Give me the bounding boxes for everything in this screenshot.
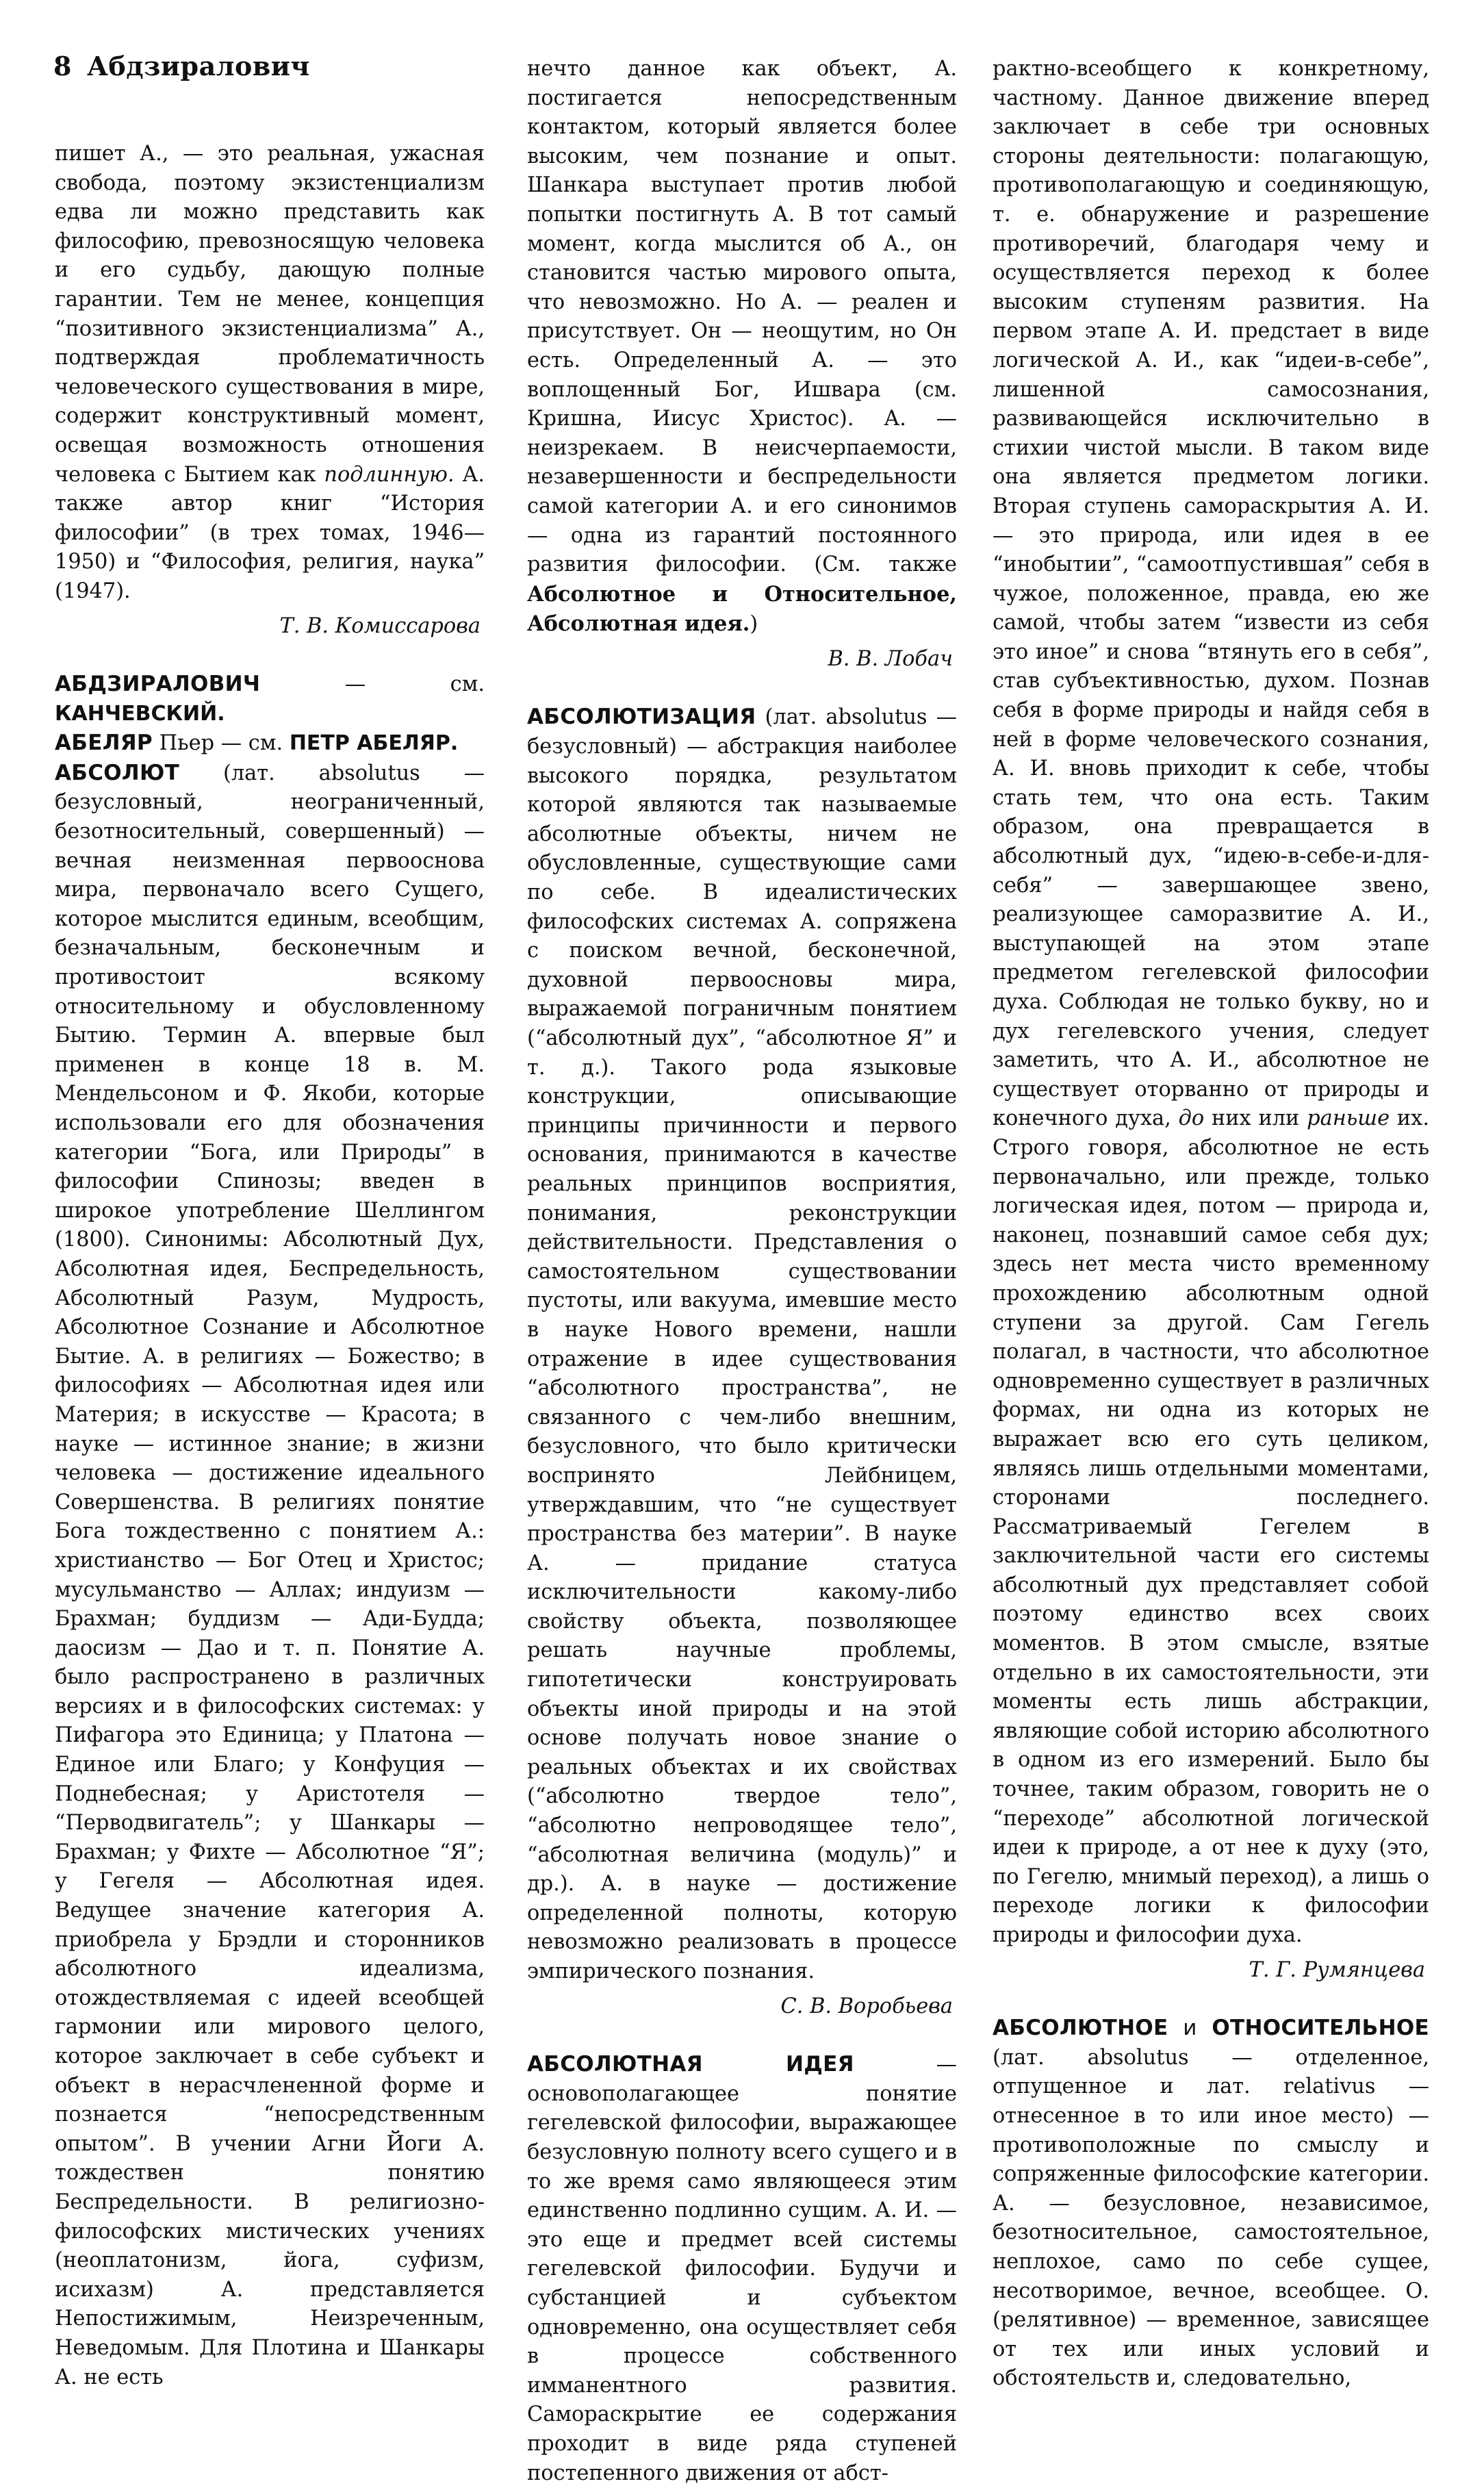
author-signature: Т. Г. Румянцева — [1249, 1957, 1425, 1982]
entry-abdziralovich: АБДЗИРАЛОВИЧ — см. КАНЧЕВСКИЙ. — [55, 672, 485, 726]
article-continuation: нечто данное как объект, А. постигается непосредственным контактом, который является более высоким, чем познание и опыт. Шанкара выступает против любой попытки постигнуть А. В тот самый момент, когда мыслится об А., он становится частью мирового опыта, что невозможно. Но А. — реален и присутствует. Он — неощутим, но Он есть. Определенный А. — это воплощенный Бог, Ишвара (см. Кришна, Иисус Христос). А. — неизрекаем. В неисчерпаемости, незавершенности и беспредельности самой категории А. и его синонимов — одна из гарантий постоянного развития философии. (См. также Абсолютное и Относительное, Абсолютная идея.) — [527, 57, 957, 637]
entry-absolyut: АБСОЛЮТ (лат. absolutus — безусловный, неограниченный, безотносительный, совершенный) — вечная неизменная первооснова мира, первоначало всего Сущего, которое мыслится единым, всеобщим, безначальным, бесконечным и противостоит всякому относительному и обусловленному Бытию. Термин А. впервые был применен в конце 18 в. М. Мендельсоном и Ф. Якоби, которые использовали его для обозначения категории “Бога, или Природы” в философии Спинозы; введен в широкое употребление Шеллингом (1800). Синонимы: Абсолютный Дух, Абсолютная идея, Беспредельность, Абсолютный Разум, Мудрость, Абсолютное Сознание и Абсолютное Бытие. А. в религиях — Божество; в философиях — Абсолютная идея или Материя; в искусстве — Красота; в науке — истинное знание; в жизни человека — достижение идеального Совершенства. В религиях понятие Бога тождественно с понятием А.: христианство — Бог Отец и Христос; мусульманство — Аллах; индуизм — Брахман; буддизм — Ади-Будда; даосизм — Дао и т. п. Понятие А. было распространено в различных версиях и в философских системах: у Пифагора это Единица; у Платона — Единое или Благо; у Конфуция — Поднебесная; у Аристотеля — “Перводвигатель”; у Шанкары — Брахман; у Фихте — Абсолютное “Я”; у Гегеля — Абсолютная идея. Ведущее значение категория А. приобрела у Брэдли и сторонников абсолютного идеализма, отождествляемая с идеей всеобщей гармонии или мирового целого, которое заключает в себе субъект и объект в нерасчлененной форме и познается “непосредственным опытом”. В учении Агни Йоги А. тождествен понятию Беспредельности. В религиозно-философских мистических учениях (неоплатонизм, йога, суфизм, исихазм) А. представляется Непостижимым, Неизреченным, Неведомым. Для Плотина и Шанкары А. не есть — [55, 760, 485, 2389]
article-continuation: рактно-всеобщего к конкретному, частному. Данное движение вперед заключает в себе три основных стороны деятельности: полагающую, противополагающую и соединяющую, т. е. обнаружение и разрешение противоречий, благодаря чему и осуществляется переход к более высоким ступеням развития. На первом этапе А. И. предстает в виде логической А. И., как “идеи-в-себе”, лишенной самосознания, развивающейся исключительно в стихии чистой мысли. В таком виде она является предметом логики. Вторая ступень самораскрытия А. И. — это природа, или идея в ее “инобытии”, “самоотпустившая” себя в чужое, положенное, правда, ею же самой, чтобы затем “извести из себя это иное” и снова “втянуть его в себя”, став субъективностью, духом. Познав себя в форме природы и найдя себя в ней в форме человеческого сознания, А. И. вновь приходит к себе, чтобы стать тем, что она есть. Таким образом, она превращается в абсолютный дух, “идею-в-себе-и-для-себя” — завершающее звено, реализующее саморазвитие А. И., выступающей на этом этапе предметом гегелевской философии духа. Соблюдая не только букву, но и дух гегелевского учения, следует заметить, что А. И., абсолютное не существует оторванно от природы и конечного духа, до них или раньше их. Строго говоря, абсолютное не есть первоначально, или прежде, только логическая идея, потом — природа и, наконец, познавший самое себя дух; здесь нет места чисто временному прохождению абсолютным одной ступени за другой. Сам Гегель полагал, в частности, что абсолютное одновременно существует в различных формах, ни одна из которых не выражает всю его суть целиком, являясь лишь отдельными моментами, сторонами последнего. Рассматриваемый Гегелем в заключительной части его системы абсолютный дух представляет собой поэтому единство всех своих моментов. В этом смысле, взятые отдельно в их самостоятельности, эти моменты есть лишь абстракции, являющие собой историю абсолютного в одном из его измерений. Было бы точнее, таким образом, говорить не о “переходе” абсолютной логической идеи к природе, а от нее к духу (это, по Гегелю, мнимый переход), а лишь о переходе логики к философии природы и философии духа. — [993, 57, 1429, 1947]
running-header — [53, 51, 310, 81]
running-head: Абдзиралович — [86, 51, 310, 81]
entry-absolyutizatsiya: АБСОЛЮТИЗАЦИЯ (лат. absolutus — безусловный) — абстракция наиболее высокого порядка, результатом которой являются так называемые абсолютные объекты, ничем не обусловленные, существующие сами по себе. В идеалистических философских системах А. сопряжена с поиском вечной, бесконечной, духовной первоосновы мира, выражаемой пограничным понятием (“абсолютный дух”, “абсолютное Я” и т. д.). Такого рода языковые конструкции, описывающие принципы причинности и первого основания, принимаются в качестве реальных принципов восприятия, понимания, реконструкции действительности. Представления о самостоятельном существовании пустоты, или вакуума, имевшие место в науке Нового времени, нашли отражение в идее существования “абсолютного пространства”, не связанного с чем-либо внешним, безусловного, что было критически воспринято Лейбницем, утверждавшим, что “не существует пространства без материи”. В науке А. — придание статуса исключительности какому-либо свойству объекта, позволяющее решать научные проблемы, гипотетически конструировать объекты иной природы и на этой основе получать новое знание о реальных объектах и их свойствах (“абсолютно твердое тело”, “абсолютно непроводящее тело”, “абсолютная величина (модуль)” и др.). А. в науке — достижение определенной полноты, которую невозможно реализовать в процессе эмпирического познания. — [527, 704, 957, 1983]
page-number: 8 — [53, 51, 72, 81]
entry-abelyar: АБЕЛЯР Пьер — см. ПЕТР АБЕЛЯР. — [55, 731, 459, 756]
entry-absolyutnoe-i-otnositelnoe: АБСОЛЮТНОЕ и ОТНОСИТЕЛЬНОЕ (лат. absolutus — отделенное, отпущенное и лат. relativus — отнесенное в то или иное место) — противоположные по смыслу и сопряженные философские категории. А. — безусловное, независимое, безотносительное, самостоятельное, неплохое, само по себе сущее, несотворимое, вечное, всеобщее. О. (релятивное) — временное, зависящее от тех или иных условий и обстоятельств и, следовательно, — [993, 2016, 1429, 2391]
author-signature: С. В. Воробьева — [780, 1994, 953, 2018]
author-signature: Т. В. Комиссарова — [279, 613, 481, 638]
column-2 — [527, 55, 957, 2485]
author-signature: В. В. Лобач — [828, 646, 953, 671]
column-1 — [55, 140, 485, 2389]
entry-absolyutnaya-ideya: АБСОЛЮТНАЯ ИДЕЯ — основополагающее понятие гегелевской философии, выражающее безусловную полноту всего сущего и в то же время само являющееся этим единственно подлинно сущим. А. И. — это еще и предмет всей системы гегелевской философии. Будучи и субстанцией и субъектом одновременно, она осуществляет себя в процессе собственного имманентного развития. Самораскрытие ее содержания проходит в виде ряда ступеней постепенного движения от абст- — [527, 2052, 957, 2485]
column-3 — [993, 55, 1429, 2391]
article-continuation: пишет А., — это реальная, ужасная свобода, поэтому экзистенциализм едва ли можно представить как философию, превозносящую человека и его судьбу, дающую полные гарантии. Тем не менее, концепция “позитивного экзистенциализма” А., подтверждая проблематичность человеческого существования в мире, содержит конструктивный момент, освещая возможность отношения человека с Бытием как подлинную. А. также автор книг “История философии” (в трех томах, 1946—1950) и “Философия, религия, наука” (1947). — [55, 142, 485, 603]
